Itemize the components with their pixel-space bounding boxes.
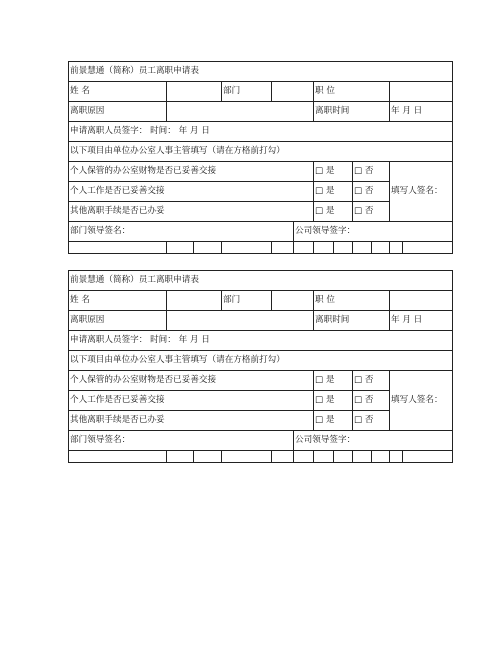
reason-label: 离职原因 (69, 311, 167, 331)
position-label: 职 位 (314, 291, 390, 311)
no-checkbox[interactable]: □ 否 (353, 162, 390, 182)
yes-checkbox[interactable]: □ 是 (314, 391, 353, 411)
blank-cell (272, 242, 294, 254)
name-label: 姓 名 (69, 291, 167, 311)
position-field[interactable] (390, 82, 453, 102)
item-work-handover: 个人工作是否已妥善交接 (69, 391, 314, 411)
blank-cell (222, 242, 272, 254)
reason-field[interactable] (167, 311, 314, 331)
blank-cell (294, 242, 314, 254)
department-field[interactable] (272, 291, 314, 311)
leave-time-label: 离职时间 (314, 311, 390, 331)
name-field[interactable] (167, 291, 222, 311)
blank-cell (167, 451, 194, 463)
instruction-row: 以下项目由单位办公室人事主管填写（请在方格前打勾） (69, 142, 453, 162)
form-title: 前景慧通（简称）员工离职申请表 (69, 271, 453, 291)
blank-cell (294, 451, 314, 463)
leave-date-field[interactable]: 年 月 日 (390, 311, 453, 331)
yes-checkbox[interactable]: □ 是 (314, 182, 353, 202)
blank-cell (353, 451, 372, 463)
blank-cell (314, 242, 334, 254)
name-label: 姓 名 (69, 82, 167, 102)
position-field[interactable] (390, 291, 453, 311)
item-other-procedures: 其他离职手续是否已办妥 (69, 411, 314, 431)
no-checkbox[interactable]: □ 否 (353, 371, 390, 391)
blank-cell (167, 242, 194, 254)
blank-cell (69, 242, 167, 254)
blank-cell (334, 242, 353, 254)
blank-cell (390, 242, 403, 254)
yes-checkbox[interactable]: □ 是 (314, 411, 353, 431)
position-label: 职 位 (314, 82, 390, 102)
blank-cell (69, 451, 167, 463)
blank-cell (353, 242, 372, 254)
blank-cell (194, 242, 222, 254)
filler-signature[interactable]: 填写人签名： (390, 162, 453, 222)
department-label: 部门 (222, 291, 272, 311)
leave-time-label: 离职时间 (314, 102, 390, 122)
leave-date-field[interactable]: 年 月 日 (390, 102, 453, 122)
blank-cell (372, 451, 390, 463)
yes-checkbox[interactable]: □ 是 (314, 162, 353, 182)
blank-cell (314, 451, 334, 463)
dept-leader-signature[interactable]: 部门领导签名： (69, 431, 294, 451)
department-field[interactable] (272, 82, 314, 102)
item-office-property: 个人保管的办公室财物是否已妥善交接 (69, 162, 314, 182)
company-leader-signature[interactable]: 公司领导签字： (294, 431, 453, 451)
blank-cell (222, 451, 272, 463)
reason-label: 离职原因 (69, 102, 167, 122)
yes-checkbox[interactable]: □ 是 (314, 371, 353, 391)
blank-cell (372, 242, 390, 254)
reason-field[interactable] (167, 102, 314, 122)
yes-checkbox[interactable]: □ 是 (314, 202, 353, 222)
applicant-signature-row[interactable]: 申请离职人员签字： 时间： 年 月 日 (69, 331, 453, 351)
no-checkbox[interactable]: □ 否 (353, 411, 390, 431)
department-label: 部门 (222, 82, 272, 102)
form-title: 前景慧通（简称）员工离职申请表 (69, 62, 453, 82)
no-checkbox[interactable]: □ 否 (353, 202, 390, 222)
instruction-row: 以下项目由单位办公室人事主管填写（请在方格前打勾） (69, 351, 453, 371)
resignation-form-1 (68, 61, 453, 254)
resignation-form-2 (68, 270, 453, 463)
no-checkbox[interactable]: □ 否 (353, 391, 390, 411)
blank-cell (403, 451, 453, 463)
filler-signature[interactable]: 填写人签名： (390, 371, 453, 431)
blank-cell (390, 451, 403, 463)
no-checkbox[interactable]: □ 否 (353, 182, 390, 202)
blank-cell (272, 451, 294, 463)
applicant-signature-row[interactable]: 申请离职人员签字： 时间： 年 月 日 (69, 122, 453, 142)
blank-cell (194, 451, 222, 463)
item-other-procedures: 其他离职手续是否已办妥 (69, 202, 314, 222)
blank-cell (334, 451, 353, 463)
item-work-handover: 个人工作是否已妥善交接 (69, 182, 314, 202)
item-office-property: 个人保管的办公室财物是否已妥善交接 (69, 371, 314, 391)
blank-cell (403, 242, 453, 254)
name-field[interactable] (167, 82, 222, 102)
company-leader-signature[interactable]: 公司领导签字： (294, 222, 453, 242)
dept-leader-signature[interactable]: 部门领导签名： (69, 222, 294, 242)
